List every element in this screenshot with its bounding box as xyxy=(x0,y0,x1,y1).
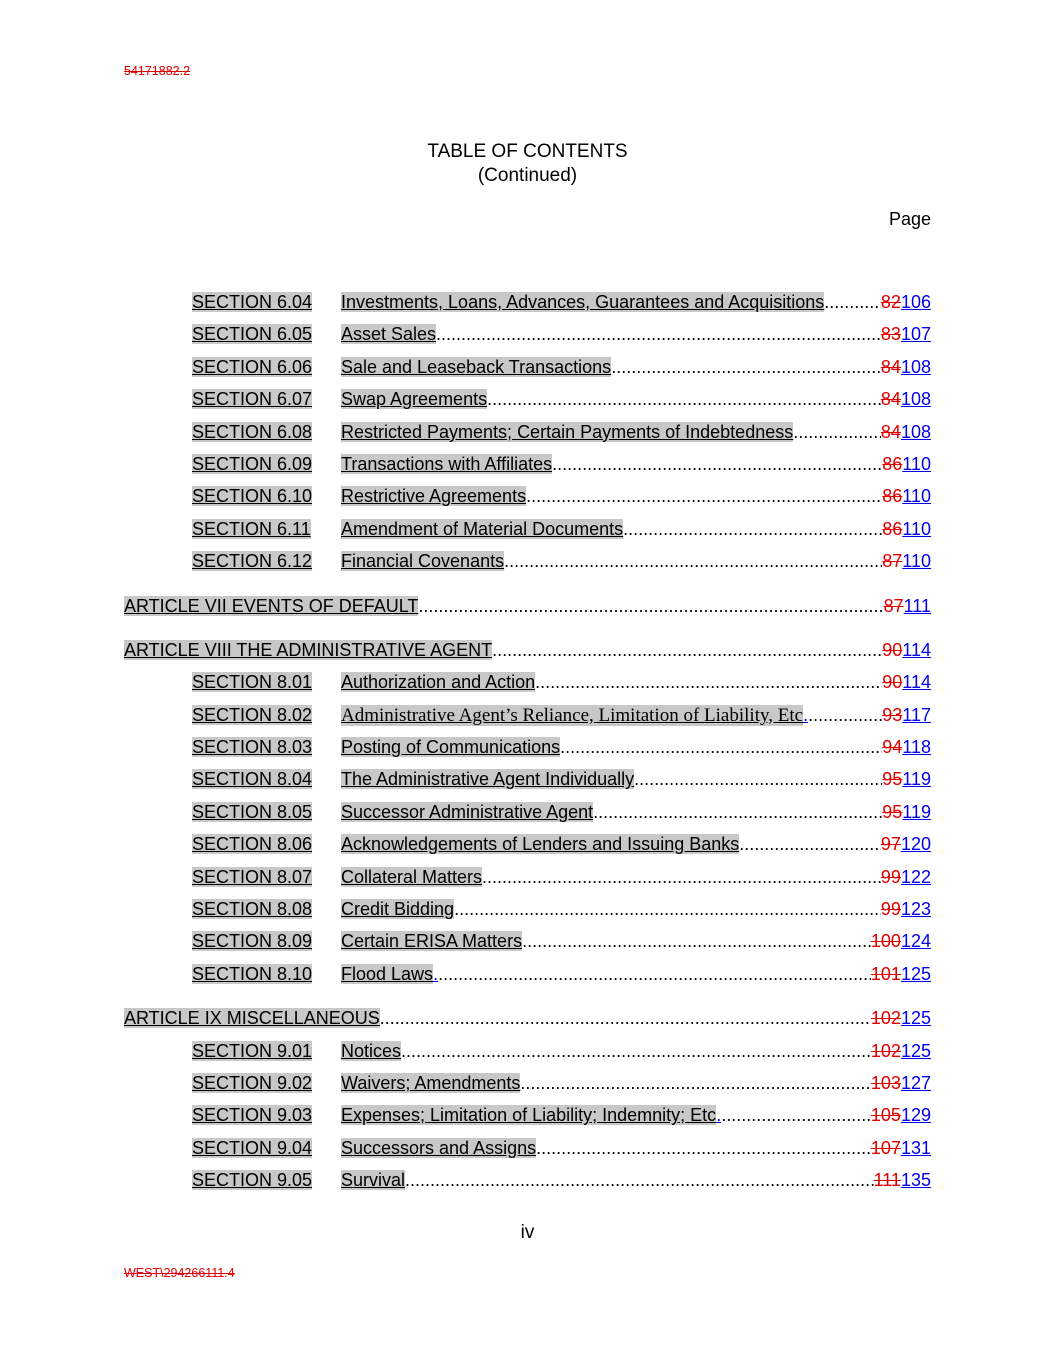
new-page-link[interactable]: 129 xyxy=(900,1105,931,1126)
entry-title xyxy=(341,1073,520,1094)
old-page-number: 101 xyxy=(870,963,901,984)
old-page-number: 107 xyxy=(870,1137,901,1158)
section-number xyxy=(192,1105,341,1126)
toc-section-row[interactable] xyxy=(124,357,931,389)
toc-section-row[interactable] xyxy=(124,705,931,737)
section-number-text: SECTION 8.09 xyxy=(192,931,313,952)
entry-title-text: ARTICLE VIII THE ADMINISTRATIVE AGENT xyxy=(124,639,493,660)
old-page-number: 100 xyxy=(870,931,901,952)
dot-leader xyxy=(438,964,871,985)
section-number xyxy=(192,551,341,572)
section-number-text: SECTION 6.05 xyxy=(192,324,313,345)
dot-leader xyxy=(739,834,881,855)
entry-title xyxy=(341,1041,401,1062)
toc-article-row[interactable] xyxy=(124,596,931,628)
new-page-link[interactable]: 127 xyxy=(900,1072,931,1093)
entry-title xyxy=(341,454,552,475)
entry-title-text: Notices xyxy=(341,1040,402,1061)
old-page-number: 84 xyxy=(880,389,901,410)
section-number-text: SECTION 8.06 xyxy=(192,834,313,855)
section-number xyxy=(192,867,341,888)
entry-title xyxy=(341,899,454,920)
inserted-text: . xyxy=(803,704,809,725)
entry-title-text: Sale and Leaseback Transactions xyxy=(341,356,612,377)
section-number-text: SECTION 6.10 xyxy=(192,486,313,507)
toc-section-row[interactable] xyxy=(124,519,931,551)
inserted-text: . xyxy=(716,1105,722,1126)
new-page-link[interactable]: 110 xyxy=(902,551,931,572)
new-page-link[interactable]: 135 xyxy=(900,1170,931,1191)
new-page-link[interactable]: 111 xyxy=(903,595,931,616)
section-number-text: SECTION 6.07 xyxy=(192,389,313,410)
dot-leader xyxy=(405,1170,874,1191)
dot-leader xyxy=(492,640,882,661)
entry-title xyxy=(341,292,824,313)
new-page-link[interactable]: 119 xyxy=(902,801,931,822)
entry-title xyxy=(341,705,808,727)
new-page-link[interactable]: 117 xyxy=(902,704,931,725)
section-number xyxy=(192,519,341,540)
entry-title-text: Acknowledgements of Lenders and Issuing Banks xyxy=(341,834,740,855)
dot-leader xyxy=(487,389,881,410)
section-number xyxy=(192,737,341,758)
old-page-number: 105 xyxy=(870,1105,901,1126)
entry-title xyxy=(341,422,793,443)
toc-section-row[interactable] xyxy=(124,389,931,421)
new-page-link[interactable]: 125 xyxy=(900,1040,931,1061)
new-page-link[interactable]: 119 xyxy=(902,769,931,790)
section-number xyxy=(192,389,341,410)
doc-number-top: 54171882.2 xyxy=(124,64,191,78)
toc-section-row[interactable] xyxy=(124,769,931,801)
toc-section-row[interactable] xyxy=(124,454,931,486)
dot-leader xyxy=(504,551,882,572)
toc-section-row[interactable] xyxy=(124,486,931,518)
old-page-number: 86 xyxy=(882,486,903,507)
old-page-number: 95 xyxy=(882,801,903,822)
section-number xyxy=(192,931,341,952)
entry-title xyxy=(341,672,535,693)
dot-leader xyxy=(526,486,882,507)
toc-section-row[interactable] xyxy=(124,964,931,996)
dot-leader xyxy=(611,357,881,378)
new-page-link[interactable]: 106 xyxy=(900,292,931,312)
dot-leader xyxy=(536,1138,871,1159)
section-number-text: SECTION 6.09 xyxy=(192,453,313,474)
entry-title xyxy=(341,834,739,855)
section-number-text: SECTION 9.02 xyxy=(192,1072,313,1093)
toc-article-row[interactable] xyxy=(124,640,931,672)
new-page-link[interactable]: 114 xyxy=(902,672,931,693)
toc-section-row[interactable] xyxy=(124,324,931,356)
dot-leader xyxy=(535,672,882,693)
section-number-text: SECTION 6.08 xyxy=(192,421,313,442)
old-page-number: 90 xyxy=(882,672,903,693)
old-page-number: 94 xyxy=(882,737,903,758)
dot-leader xyxy=(634,769,882,790)
dot-leader xyxy=(552,454,882,475)
entry-title-text: Administrative Agent’s Reliance, Limitation of Liability, Etc xyxy=(341,704,804,726)
entry-title xyxy=(341,867,482,888)
section-number xyxy=(192,1041,341,1062)
entry-title-text: Investments, Loans, Advances, Guarantees and Acquisitions xyxy=(341,292,825,312)
section-number-text: SECTION 9.05 xyxy=(192,1170,313,1191)
entry-title-text: Restricted Payments; Certain Payments of Indebtedness xyxy=(341,421,794,442)
new-page-link[interactable]: 125 xyxy=(900,1008,931,1029)
toc-section-row[interactable] xyxy=(124,867,931,899)
new-page-link[interactable]: 120 xyxy=(900,834,931,855)
entry-title-text: Expenses; Limitation of Liability; Indemnity; Etc xyxy=(341,1105,717,1126)
section-number xyxy=(192,769,341,790)
toc-section-row[interactable] xyxy=(124,834,931,866)
dot-leader xyxy=(808,705,882,726)
entry-title-text: Restrictive Agreements xyxy=(341,486,527,507)
entry-title xyxy=(341,769,634,790)
entry-title-text: Waivers; Amendments xyxy=(341,1072,521,1093)
section-number-text: SECTION 8.05 xyxy=(192,801,313,822)
section-number xyxy=(192,357,341,378)
old-page-number: 102 xyxy=(870,1040,901,1061)
dot-leader xyxy=(520,1073,871,1094)
toc-section-row[interactable] xyxy=(124,899,931,931)
toc-section-row[interactable] xyxy=(124,551,931,583)
toc-section-row[interactable] xyxy=(124,672,931,704)
entry-title-text: Certain ERISA Matters xyxy=(341,931,523,952)
entry-title-text: ARTICLE VII EVENTS OF DEFAULT xyxy=(124,595,419,616)
section-number xyxy=(192,899,341,920)
entry-title xyxy=(341,737,560,758)
toc-section-row[interactable] xyxy=(124,292,931,324)
section-number xyxy=(192,486,341,507)
entry-title xyxy=(341,1138,536,1159)
old-page-number: 99 xyxy=(880,866,901,887)
toc-section-row[interactable] xyxy=(124,1138,931,1170)
entry-title-text: Flood Laws xyxy=(341,963,434,984)
entry-title xyxy=(124,640,492,661)
entry-title xyxy=(341,324,436,345)
toc-section-row[interactable] xyxy=(124,422,931,454)
section-number-text: SECTION 8.07 xyxy=(192,866,313,887)
section-number-text: SECTION 6.12 xyxy=(192,551,313,572)
dot-leader xyxy=(593,802,882,823)
entry-title-text: Survival xyxy=(341,1170,406,1191)
dot-leader xyxy=(793,422,881,443)
old-page-number: 86 xyxy=(882,518,903,539)
toc-section-row[interactable] xyxy=(124,737,931,769)
section-number xyxy=(192,1073,341,1094)
entry-title xyxy=(341,802,593,823)
section-number-text: SECTION 8.10 xyxy=(192,963,313,984)
old-page-number: 84 xyxy=(880,421,901,442)
dot-leader xyxy=(623,519,882,540)
section-number xyxy=(192,422,341,443)
new-page-link[interactable]: 110 xyxy=(902,486,931,507)
entry-title xyxy=(124,596,418,617)
dot-leader xyxy=(454,899,881,920)
dot-leader xyxy=(401,1041,871,1062)
dot-leader xyxy=(824,292,881,313)
section-number-text: SECTION 8.04 xyxy=(192,769,313,790)
new-page-link[interactable]: 114 xyxy=(902,639,931,660)
section-number xyxy=(192,964,341,985)
entry-title xyxy=(341,964,438,985)
section-number xyxy=(192,672,341,693)
section-number-text: SECTION 9.03 xyxy=(192,1105,313,1126)
new-page-link[interactable]: 118 xyxy=(902,737,931,758)
section-number xyxy=(192,1170,341,1191)
new-page-link[interactable]: 107 xyxy=(900,324,931,345)
toc-section-row[interactable] xyxy=(124,1041,931,1073)
entry-title xyxy=(341,357,611,378)
toc-title: TABLE OF CONTENTS xyxy=(427,141,628,162)
entry-title xyxy=(341,486,526,507)
section-number xyxy=(192,834,341,855)
old-page-number: 87 xyxy=(882,551,903,572)
page-number: iv xyxy=(520,1222,535,1243)
entry-title-text: Successors and Assigns xyxy=(341,1137,537,1158)
dot-leader xyxy=(522,931,871,952)
entry-title-text: Credit Bidding xyxy=(341,899,455,920)
entry-title-text: The Administrative Agent Individually xyxy=(341,769,635,790)
toc-section-row[interactable] xyxy=(124,1073,931,1105)
new-page-link[interactable]: 108 xyxy=(900,421,931,442)
doc-number-bottom: WEST\294266111.4 xyxy=(124,1266,235,1280)
new-page-link[interactable]: 123 xyxy=(900,899,931,920)
section-number xyxy=(192,802,341,823)
new-page-link[interactable]: 125 xyxy=(900,963,931,984)
section-number-text: SECTION 6.06 xyxy=(192,356,313,377)
entry-title-text: Asset Sales xyxy=(341,324,437,345)
section-number-text: SECTION 8.08 xyxy=(192,899,313,920)
new-page-link[interactable]: 108 xyxy=(900,389,931,410)
inserted-text: . xyxy=(433,963,439,984)
entry-title-text: Successor Administrative Agent xyxy=(341,801,594,822)
old-page-number: 102 xyxy=(870,1008,901,1029)
old-page-number: 95 xyxy=(882,769,903,790)
toc-section-row[interactable] xyxy=(124,1170,931,1202)
entry-title xyxy=(341,519,623,540)
section-number xyxy=(192,454,341,475)
new-page-link[interactable]: 131 xyxy=(900,1137,931,1158)
entry-title xyxy=(341,1105,721,1126)
dot-leader xyxy=(721,1105,871,1126)
new-page-link[interactable]: 110 xyxy=(902,453,931,474)
entry-title-text: Amendment of Material Documents xyxy=(341,518,624,539)
section-number-text: SECTION 8.02 xyxy=(192,704,313,725)
dot-leader xyxy=(418,596,883,617)
entry-title xyxy=(341,931,522,952)
old-page-number: 99 xyxy=(880,899,901,920)
entry-title xyxy=(341,389,487,410)
section-number xyxy=(192,324,341,345)
page-column-label: Page xyxy=(888,209,931,229)
old-page-number: 97 xyxy=(880,834,901,855)
entry-title-text: Collateral Matters xyxy=(341,866,483,887)
section-number-text: SECTION 9.01 xyxy=(192,1040,313,1061)
entry-title xyxy=(124,1008,380,1029)
toc-subtitle: (Continued) xyxy=(477,165,578,186)
toc-section-row[interactable] xyxy=(124,931,931,963)
section-number xyxy=(192,1138,341,1159)
old-page-number: 111 xyxy=(873,1170,901,1191)
entry-title-text: Transactions with Affiliates xyxy=(341,453,553,474)
section-number-text: SECTION 6.11 xyxy=(192,518,311,539)
dot-leader xyxy=(560,737,882,758)
section-number-text: SECTION 8.01 xyxy=(192,672,313,693)
new-page-link[interactable]: 122 xyxy=(900,866,931,887)
entry-title-text: Financial Covenants xyxy=(341,551,505,572)
entry-title xyxy=(341,551,504,572)
toc-section-row[interactable] xyxy=(124,1105,931,1137)
old-page-number: 103 xyxy=(870,1072,901,1093)
entry-title xyxy=(341,1170,405,1191)
new-page-link[interactable]: 124 xyxy=(900,931,931,952)
old-page-number: 90 xyxy=(882,639,903,660)
section-number xyxy=(192,705,341,726)
section-number-text: SECTION 8.03 xyxy=(192,737,313,758)
old-page-number: 84 xyxy=(880,356,901,377)
toc-section-row[interactable] xyxy=(124,802,931,834)
dot-leader xyxy=(482,867,881,888)
old-page-number: 87 xyxy=(883,595,904,616)
new-page-link[interactable]: 108 xyxy=(900,356,931,377)
dot-leader xyxy=(380,1008,871,1029)
table-of-contents xyxy=(124,292,931,1203)
section-number-text: SECTION 9.04 xyxy=(192,1137,313,1158)
section-number-text: SECTION 6.04 xyxy=(192,292,313,312)
old-page-number: 93 xyxy=(882,704,903,725)
entry-title-text: ARTICLE IX MISCELLANEOUS xyxy=(124,1008,380,1029)
entry-title-text: Swap Agreements xyxy=(341,389,488,410)
entry-title-text: Authorization and Action xyxy=(341,672,536,693)
entry-title-text: Posting of Communications xyxy=(341,737,561,758)
section-number xyxy=(192,292,341,313)
dot-leader xyxy=(436,324,881,345)
toc-article-row[interactable] xyxy=(124,1008,931,1040)
old-page-number: 82 xyxy=(880,292,901,312)
old-page-number: 83 xyxy=(880,324,901,345)
new-page-link[interactable]: 110 xyxy=(902,518,931,539)
old-page-number: 86 xyxy=(882,453,903,474)
